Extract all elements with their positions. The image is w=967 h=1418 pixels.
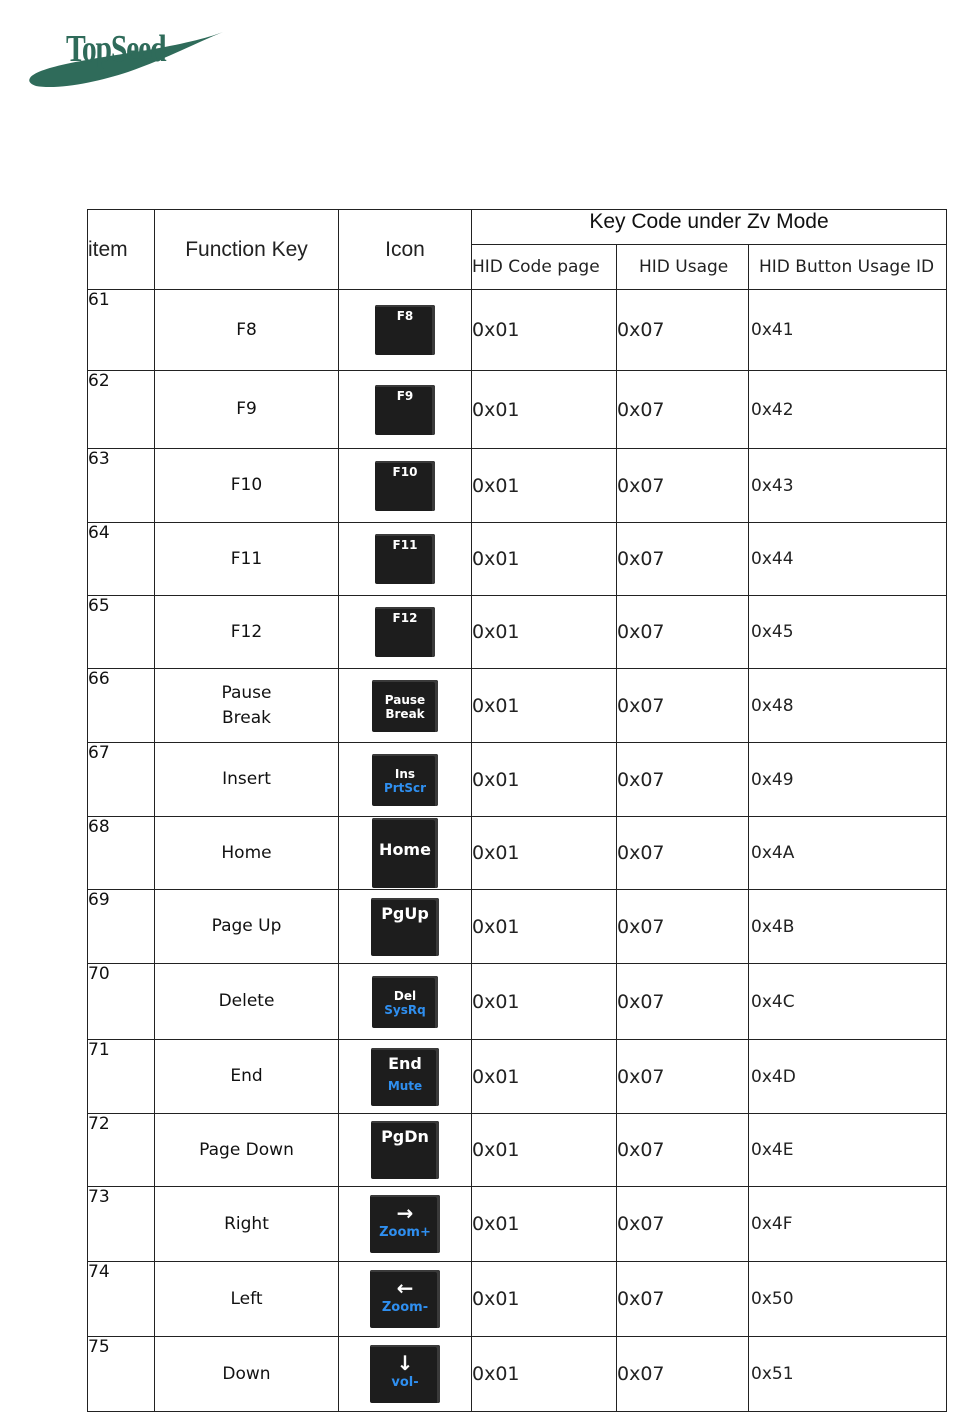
cell-hid-button-usage-id: 0x4C bbox=[749, 964, 947, 1040]
function-key-label-line2: Break bbox=[222, 707, 271, 728]
key-primary-label: Ins bbox=[394, 766, 416, 781]
cell-item: 72 bbox=[88, 1114, 155, 1187]
cell-icon bbox=[339, 964, 472, 1040]
cell-hid-code-page: 0x01 bbox=[472, 964, 617, 1040]
function-key-label: F10 bbox=[230, 475, 263, 495]
cell-hid-usage: 0x07 bbox=[617, 669, 749, 743]
cell-hid-usage: 0x07 bbox=[617, 1114, 749, 1187]
cell-item: 73 bbox=[88, 1187, 155, 1262]
key-secondary-label: Zoom+ bbox=[379, 1225, 431, 1240]
table-row bbox=[88, 669, 947, 743]
keycap-icon bbox=[370, 1195, 440, 1253]
cell-icon bbox=[339, 596, 472, 669]
cell-function-key bbox=[155, 523, 339, 596]
function-key-label: Down bbox=[222, 1363, 271, 1384]
cell-hid-code-page: 0x01 bbox=[472, 290, 617, 371]
keycap-icon bbox=[371, 1121, 439, 1179]
cell-icon bbox=[339, 1337, 472, 1412]
cell-function-key bbox=[155, 1337, 339, 1412]
table-row bbox=[88, 371, 947, 449]
cell-icon bbox=[339, 523, 472, 596]
key-primary-label: F10 bbox=[392, 464, 418, 479]
header-key-code-group: Key Code under Zv Mode bbox=[472, 210, 947, 245]
cell-item: 64 bbox=[88, 523, 155, 596]
cell-item: 63 bbox=[88, 449, 155, 523]
logo-wordmark: TopSeed bbox=[66, 28, 166, 70]
cell-icon bbox=[339, 890, 472, 964]
cell-hid-code-page: 0x01 bbox=[472, 1114, 617, 1187]
cell-hid-code-page: 0x01 bbox=[472, 890, 617, 964]
keycap-icon bbox=[371, 1048, 439, 1106]
cell-function-key bbox=[155, 1187, 339, 1262]
cell-hid-button-usage-id: 0x50 bbox=[749, 1262, 947, 1337]
cell-hid-usage: 0x07 bbox=[617, 964, 749, 1040]
cell-icon bbox=[339, 371, 472, 449]
cell-hid-code-page: 0x01 bbox=[472, 596, 617, 669]
cell-hid-button-usage-id: 0x4E bbox=[749, 1114, 947, 1187]
key-code-table bbox=[87, 209, 947, 1412]
cell-hid-code-page: 0x01 bbox=[472, 669, 617, 743]
cell-function-key bbox=[155, 743, 339, 817]
function-key-label: Page Down bbox=[199, 1139, 294, 1160]
function-key-label: Left bbox=[230, 1288, 263, 1309]
table-row bbox=[88, 523, 947, 596]
keycap-icon bbox=[375, 607, 435, 657]
cell-icon bbox=[339, 1040, 472, 1114]
cell-hid-button-usage-id: 0x42 bbox=[749, 371, 947, 449]
key-primary-label: Home bbox=[379, 840, 431, 859]
cell-hid-usage: 0x07 bbox=[617, 290, 749, 371]
keycap-icon bbox=[370, 1270, 440, 1328]
cell-hid-usage: 0x07 bbox=[617, 371, 749, 449]
key-primary-label: Pause bbox=[384, 692, 426, 707]
cell-hid-code-page: 0x01 bbox=[472, 743, 617, 817]
cell-hid-usage: 0x07 bbox=[617, 523, 749, 596]
table-row bbox=[88, 1040, 947, 1114]
key-arrow-glyph: ← bbox=[396, 1276, 414, 1300]
function-key-label: F12 bbox=[230, 621, 263, 642]
table-row bbox=[88, 1187, 947, 1262]
table-row bbox=[88, 596, 947, 669]
cell-hid-code-page: 0x01 bbox=[472, 1337, 617, 1412]
cell-function-key bbox=[155, 371, 339, 449]
key-secondary-label: Mute bbox=[387, 1078, 423, 1093]
cell-hid-usage: 0x07 bbox=[617, 596, 749, 669]
key-secondary-label: SysRq bbox=[384, 1002, 426, 1017]
header-hid-button-usage-id: HID Button Usage ID bbox=[749, 245, 947, 290]
cell-hid-code-page: 0x01 bbox=[472, 817, 617, 890]
key-secondary-label: PrtScr bbox=[383, 780, 427, 795]
cell-icon bbox=[339, 290, 472, 371]
cell-hid-code-page: 0x01 bbox=[472, 449, 617, 523]
key-primary-label: F9 bbox=[396, 388, 414, 403]
cell-hid-code-page: 0x01 bbox=[472, 1262, 617, 1337]
header-hid-code-page: HID Code page bbox=[472, 245, 617, 290]
cell-hid-code-page: 0x01 bbox=[472, 523, 617, 596]
cell-hid-button-usage-id: 0x4A bbox=[749, 817, 947, 890]
cell-hid-button-usage-id: 0x4F bbox=[749, 1187, 947, 1262]
table-row bbox=[88, 817, 947, 890]
cell-hid-usage: 0x07 bbox=[617, 1262, 749, 1337]
cell-function-key bbox=[155, 817, 339, 890]
cell-icon bbox=[339, 1187, 472, 1262]
key-secondary-label: Zoom- bbox=[381, 1300, 429, 1315]
table-row bbox=[88, 890, 947, 964]
function-key-label: Home bbox=[221, 842, 272, 863]
cell-item: 66 bbox=[88, 669, 155, 743]
cell-hid-code-page: 0x01 bbox=[472, 1040, 617, 1114]
keycap-icon bbox=[372, 754, 438, 806]
cell-hid-usage: 0x07 bbox=[617, 743, 749, 817]
cell-hid-usage: 0x07 bbox=[617, 449, 749, 523]
cell-hid-usage: 0x07 bbox=[617, 1187, 749, 1262]
cell-icon bbox=[339, 743, 472, 817]
cell-icon bbox=[339, 1262, 472, 1337]
keycap-icon bbox=[371, 898, 439, 956]
cell-item: 67 bbox=[88, 743, 155, 817]
cell-item: 61 bbox=[88, 290, 155, 371]
cell-function-key bbox=[155, 1262, 339, 1337]
key-primary-label: Del bbox=[393, 988, 417, 1003]
keycap-icon bbox=[372, 818, 438, 888]
cell-item: 68 bbox=[88, 817, 155, 890]
cell-hid-button-usage-id: 0x4B bbox=[749, 890, 947, 964]
cell-item: 62 bbox=[88, 371, 155, 449]
keycap-icon bbox=[375, 534, 435, 584]
keycap-icon bbox=[372, 680, 438, 732]
table-row bbox=[88, 290, 947, 371]
cell-hid-button-usage-id: 0x49 bbox=[749, 743, 947, 817]
cell-hid-code-page: 0x01 bbox=[472, 1187, 617, 1262]
header-function-key: Function Key bbox=[155, 210, 339, 290]
function-key-label: F11 bbox=[230, 548, 263, 569]
cell-hid-code-page: 0x01 bbox=[472, 371, 617, 449]
table-row bbox=[88, 1262, 947, 1337]
cell-hid-button-usage-id: 0x4D bbox=[749, 1040, 947, 1114]
cell-function-key bbox=[155, 449, 339, 523]
cell-hid-usage: 0x07 bbox=[617, 817, 749, 890]
table-row bbox=[88, 1337, 947, 1412]
table-row bbox=[88, 1114, 947, 1187]
cell-function-key bbox=[155, 669, 339, 743]
cell-icon bbox=[339, 1114, 472, 1187]
cell-icon bbox=[339, 669, 472, 743]
cell-item: 74 bbox=[88, 1262, 155, 1337]
cell-hid-button-usage-id: 0x45 bbox=[749, 596, 947, 669]
cell-function-key bbox=[155, 596, 339, 669]
cell-hid-button-usage-id: 0x43 bbox=[749, 449, 947, 523]
key-primary-label: PgUp bbox=[381, 903, 429, 923]
cell-function-key bbox=[155, 964, 339, 1040]
header-hid-usage: HID Usage bbox=[617, 245, 749, 290]
table-row bbox=[88, 743, 947, 817]
key-secondary-label: vol- bbox=[391, 1375, 419, 1390]
cell-hid-button-usage-id: 0x44 bbox=[749, 523, 947, 596]
keycap-icon bbox=[375, 385, 435, 435]
header-item: item bbox=[88, 210, 155, 290]
key-primary-label: End bbox=[388, 1053, 422, 1073]
keycap-icon bbox=[372, 976, 438, 1028]
function-key-label: Right bbox=[224, 1213, 269, 1234]
cell-function-key bbox=[155, 290, 339, 371]
keycap-icon bbox=[375, 305, 435, 355]
topseed-logo bbox=[28, 28, 228, 90]
cell-hid-usage: 0x07 bbox=[617, 890, 749, 964]
keycap-icon bbox=[370, 1345, 440, 1403]
key-primary-label: PgDn bbox=[381, 1127, 429, 1146]
header-icon: Icon bbox=[339, 210, 472, 290]
cell-icon bbox=[339, 449, 472, 523]
cell-hid-button-usage-id: 0x48 bbox=[749, 669, 947, 743]
cell-item: 70 bbox=[88, 964, 155, 1040]
function-key-label: Delete bbox=[218, 991, 275, 1011]
cell-icon bbox=[339, 817, 472, 890]
function-key-label: Insert bbox=[222, 769, 271, 789]
cell-function-key bbox=[155, 890, 339, 964]
cell-item: 65 bbox=[88, 596, 155, 669]
table-row bbox=[88, 964, 947, 1040]
keycap-icon bbox=[375, 461, 435, 511]
function-key-label: F8 bbox=[236, 319, 257, 340]
cell-hid-button-usage-id: 0x51 bbox=[749, 1337, 947, 1412]
cell-hid-usage: 0x07 bbox=[617, 1040, 749, 1114]
function-key-label: Pause bbox=[221, 682, 272, 703]
cell-hid-usage: 0x07 bbox=[617, 1337, 749, 1412]
cell-item: 71 bbox=[88, 1040, 155, 1114]
cell-item: 75 bbox=[88, 1337, 155, 1412]
key-primary-label: F11 bbox=[392, 538, 418, 552]
table-row bbox=[88, 449, 947, 523]
cell-function-key bbox=[155, 1040, 339, 1114]
key-arrow-glyph: → bbox=[396, 1201, 414, 1225]
function-key-label: Page Up bbox=[211, 916, 282, 936]
cell-hid-button-usage-id: 0x41 bbox=[749, 290, 947, 371]
key-arrow-glyph: ↓ bbox=[396, 1351, 414, 1375]
cell-function-key bbox=[155, 1114, 339, 1187]
key-primary-label: F12 bbox=[392, 611, 418, 625]
key-primary-label: F8 bbox=[396, 309, 414, 323]
function-key-label: End bbox=[230, 1066, 263, 1086]
cell-item: 69 bbox=[88, 890, 155, 964]
function-key-label: F9 bbox=[236, 399, 257, 419]
key-secondary-label: Break bbox=[385, 706, 425, 721]
